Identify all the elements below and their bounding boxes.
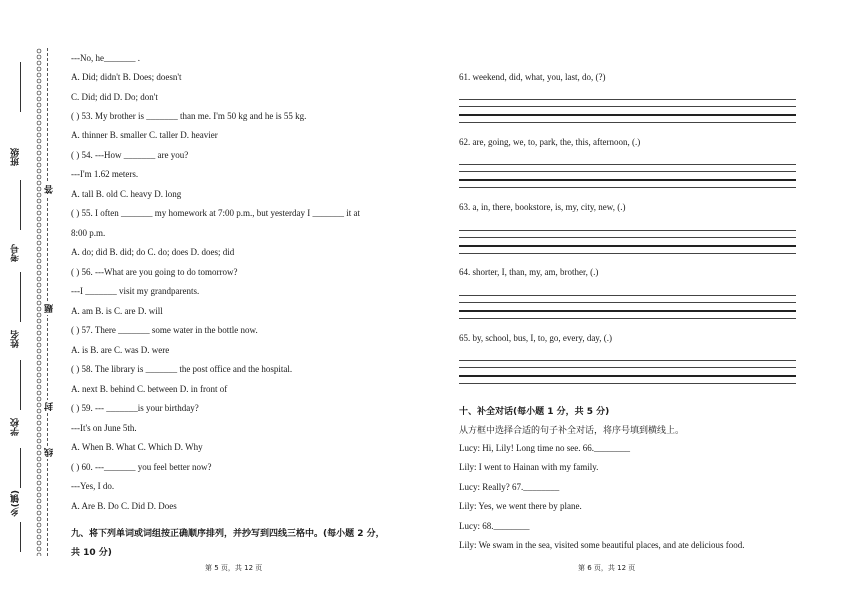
answer-options: A. next B. behind C. between D. in front of — [71, 384, 228, 394]
name-label: 姓名 — [11, 330, 21, 348]
question-57: ( ) 57. There _______ some water in the bottle now. — [71, 325, 258, 335]
four-line-grid — [459, 99, 796, 127]
binding-margin — [0, 0, 62, 607]
question-64: 64. shorter, I, than, my, am, brother, (.) — [459, 267, 599, 277]
seal-word: 答 — [45, 185, 55, 194]
question-61: 61. weekend, did, what, you, last, do, (?) — [459, 72, 606, 82]
dialogue-line: Lily: Yes, we went there by plane. — [459, 501, 582, 511]
question-line: ---It's on June 5th. — [71, 423, 137, 433]
section-10-instruction: 从方框中选择合适的句子补全对话，将序号填到横线上。 — [459, 425, 685, 435]
four-line-grid — [459, 230, 796, 258]
question-line: ---No, he_______ . — [71, 53, 140, 63]
question-65: 65. by, school, bus, I, to, go, every, day, (.) — [459, 333, 612, 343]
margin-rule — [20, 272, 21, 322]
question-line: ---I _______ visit my grandparents. — [71, 286, 200, 296]
four-line-grid — [459, 164, 796, 192]
question-58: ( ) 58. The library is _______ the post office and the hospital. — [71, 364, 293, 374]
four-line-grid — [459, 360, 796, 388]
question-60: ( ) 60. ---_______ you feel better now? — [71, 462, 212, 472]
seal-word: 线 — [45, 448, 55, 457]
answer-options: A. thinner B. smaller C. taller D. heavier — [71, 130, 218, 140]
dialogue-line: Lucy: Really? 67.________ — [459, 482, 560, 492]
township-label: 乡(镇) — [11, 490, 21, 517]
question-53: ( ) 53. My brother is _______ than me. I'm 50 kg and he is 55 kg. — [71, 111, 307, 121]
section-10-title: 十、补全对话(每小题 1 分，共 5 分) — [459, 407, 610, 417]
section-9-title: 九、将下列单词或词组按正确顺序排列，并抄写到四线三格中。(每小题 2 分， — [71, 529, 385, 539]
school-label: 学校 — [11, 418, 21, 436]
question-line: 8:00 p.m. — [71, 228, 106, 238]
seal-word: 题 — [45, 304, 55, 313]
answer-options: A. is B. are C. was D. were — [71, 345, 170, 355]
question-62: 62. are, going, we, to, park, the, this, afternoon, (.) — [459, 137, 641, 147]
seal-word: 封 — [45, 402, 55, 411]
four-line-grid — [459, 295, 796, 323]
class-label: 班级 — [11, 148, 21, 166]
page-footer: 第 6 页，共 12 页 — [578, 564, 636, 572]
section-9-title-cont: 共 10 分) — [71, 548, 112, 558]
answer-options: A. When B. What C. Which D. Why — [71, 442, 203, 452]
page-footer: 第 5 页，共 12 页 — [205, 564, 263, 572]
answer-options: A. do; did B. did; do C. do; does D. does; did — [71, 247, 235, 257]
question-56: ( ) 56. ---What are you going to do tomorrow? — [71, 267, 238, 277]
answer-options: A. am B. is C. are D. will — [71, 306, 163, 316]
question-59: ( ) 59. --- _______is your birthday? — [71, 403, 199, 413]
answer-options: A. tall B. old C. heavy D. long — [71, 189, 182, 199]
dialogue-line: Lily: I went to Hainan with my family. — [459, 462, 599, 472]
exam-number-label: 考号 — [11, 244, 21, 262]
margin-rule — [20, 522, 21, 552]
question-line: ---Yes, I do. — [71, 481, 115, 491]
margin-rule — [20, 448, 21, 488]
answer-options: C. Did; did D. Do; don't — [71, 92, 158, 102]
margin-rule — [20, 62, 21, 112]
dialogue-line: Lucy: Hi, Lily! Long time no see. 66.________ — [459, 443, 630, 453]
question-55: ( ) 55. I often _______ my homework at 7:00 p.m., but yesterday I _______ it at — [71, 208, 360, 218]
margin-rule — [20, 180, 21, 230]
question-63: 63. a, in, there, bookstore, is, my, city, new, (.) — [459, 202, 626, 212]
question-54: ( ) 54. ---How _______ are you? — [71, 150, 189, 160]
answer-options: A. Are B. Do C. Did D. Does — [71, 501, 177, 511]
answer-options: A. Did; didn't B. Does; doesn't — [71, 72, 182, 82]
seal-dot-line — [36, 48, 42, 556]
dialogue-line: Lucy: 68.________ — [459, 521, 530, 531]
question-line: ---I'm 1.62 meters. — [71, 169, 139, 179]
margin-rule — [20, 360, 21, 410]
dialogue-line: Lily: We swam in the sea, visited some beautiful places, and ate delicious food. — [459, 540, 745, 550]
